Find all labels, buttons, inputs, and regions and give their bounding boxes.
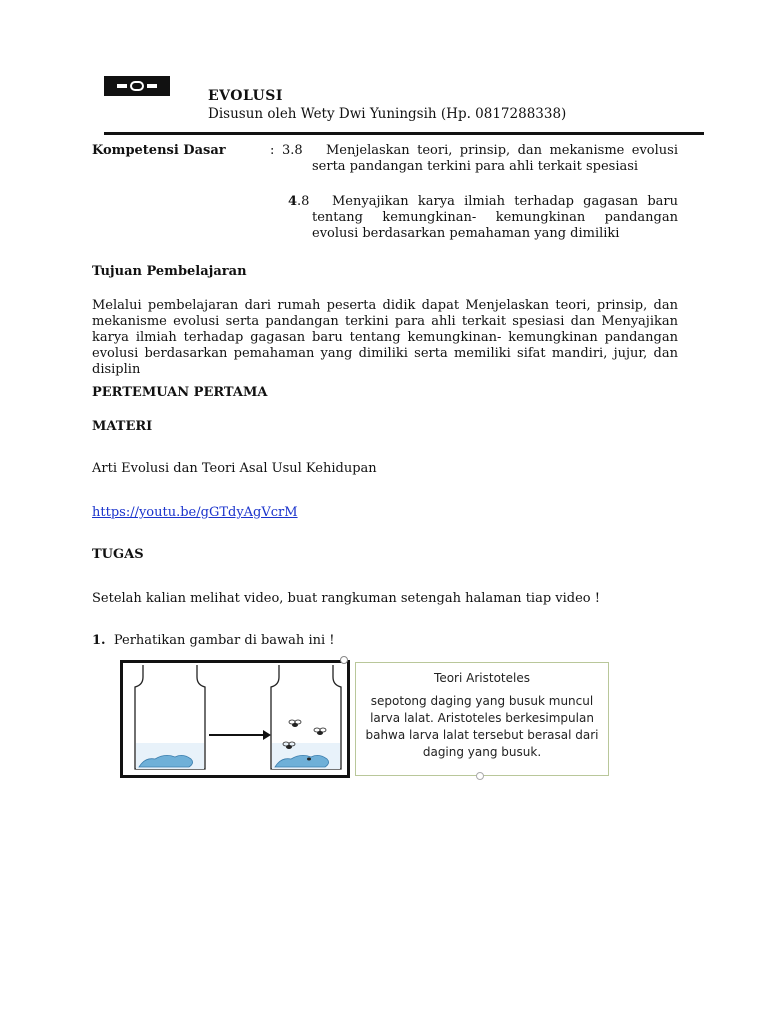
header-divider: [104, 132, 704, 135]
video-link[interactable]: https://youtu.be/gGTdyAgVcrM: [92, 505, 298, 520]
jar-left-icon: [135, 665, 205, 769]
jar-experiment-figure: [120, 660, 350, 778]
logo-mark-icon: [117, 81, 157, 91]
kompetensi-colon: :: [270, 143, 275, 158]
tugas-instruction: Setelah kalian melihat video, buat rangkuman setengah halaman tiap video !: [92, 591, 600, 606]
caption-handle: [476, 772, 484, 780]
resize-handle: [340, 656, 348, 664]
materi-topic: Arti Evolusi dan Teori Asal Usul Kehidupan: [92, 461, 377, 476]
document-author: Disusun oleh Wety Dwi Yuningsih (Hp. 0817288338): [208, 106, 567, 122]
kd1-text: Menjelaskan teori, prinsip, dan mekanisme evolusi serta pandangan terkini para ahli terkait spesiasi: [312, 143, 678, 174]
kd1-number: 3.8: [282, 143, 303, 158]
theory-caption-box: [355, 662, 609, 776]
caption-text: sepotong daging yang busuk muncul larva lalat. Aristoteles berkesimpulan bahwa larva lalat tersebut berasal dari daging yang busuk.: [365, 694, 599, 759]
kd2-number: 4.8: [288, 194, 310, 209]
tujuan-heading: Tujuan Pembelajaran: [92, 264, 247, 279]
chapter-logo: [104, 76, 170, 96]
jar-illustration: [123, 663, 347, 775]
tujuan-text: Melalui pembelajaran dari rumah peserta didik dapat Menjelaskan teori, prinsip, dan mekanisme evolusi serta pandangan terkini para ahli terkait spesiasi dan Menyajikan karya ilmiah terhadap gagasan baru tentang kemungkinan- kemungkinan pandangan evolusi berdasarkan pemahaman yang dimiliki serta memiliki sifat mandiri, jujur, dan disiplin: [92, 298, 678, 377]
document-title: EVOLUSI: [208, 88, 283, 104]
pertemuan-heading: PERTEMUAN PERTAMA: [92, 385, 268, 400]
kompetensi-label: Kompetensi Dasar: [92, 143, 226, 158]
tugas-item-1: 1. Perhatikan gambar di bawah ini !: [92, 633, 335, 648]
tugas-heading: TUGAS: [92, 547, 144, 562]
caption-title: Teori Aristoteles: [434, 671, 530, 685]
arrow-right-icon: [209, 730, 271, 740]
kd2-text: Menyajikan karya ilmiah terhadap gagasan baru tentang kemungkinan- kemungkinan pandangan evolusi berdasarkan pemahaman yang dimiliki: [312, 194, 678, 241]
materi-heading: MATERI: [92, 419, 153, 434]
jar-right-icon: [271, 665, 341, 769]
